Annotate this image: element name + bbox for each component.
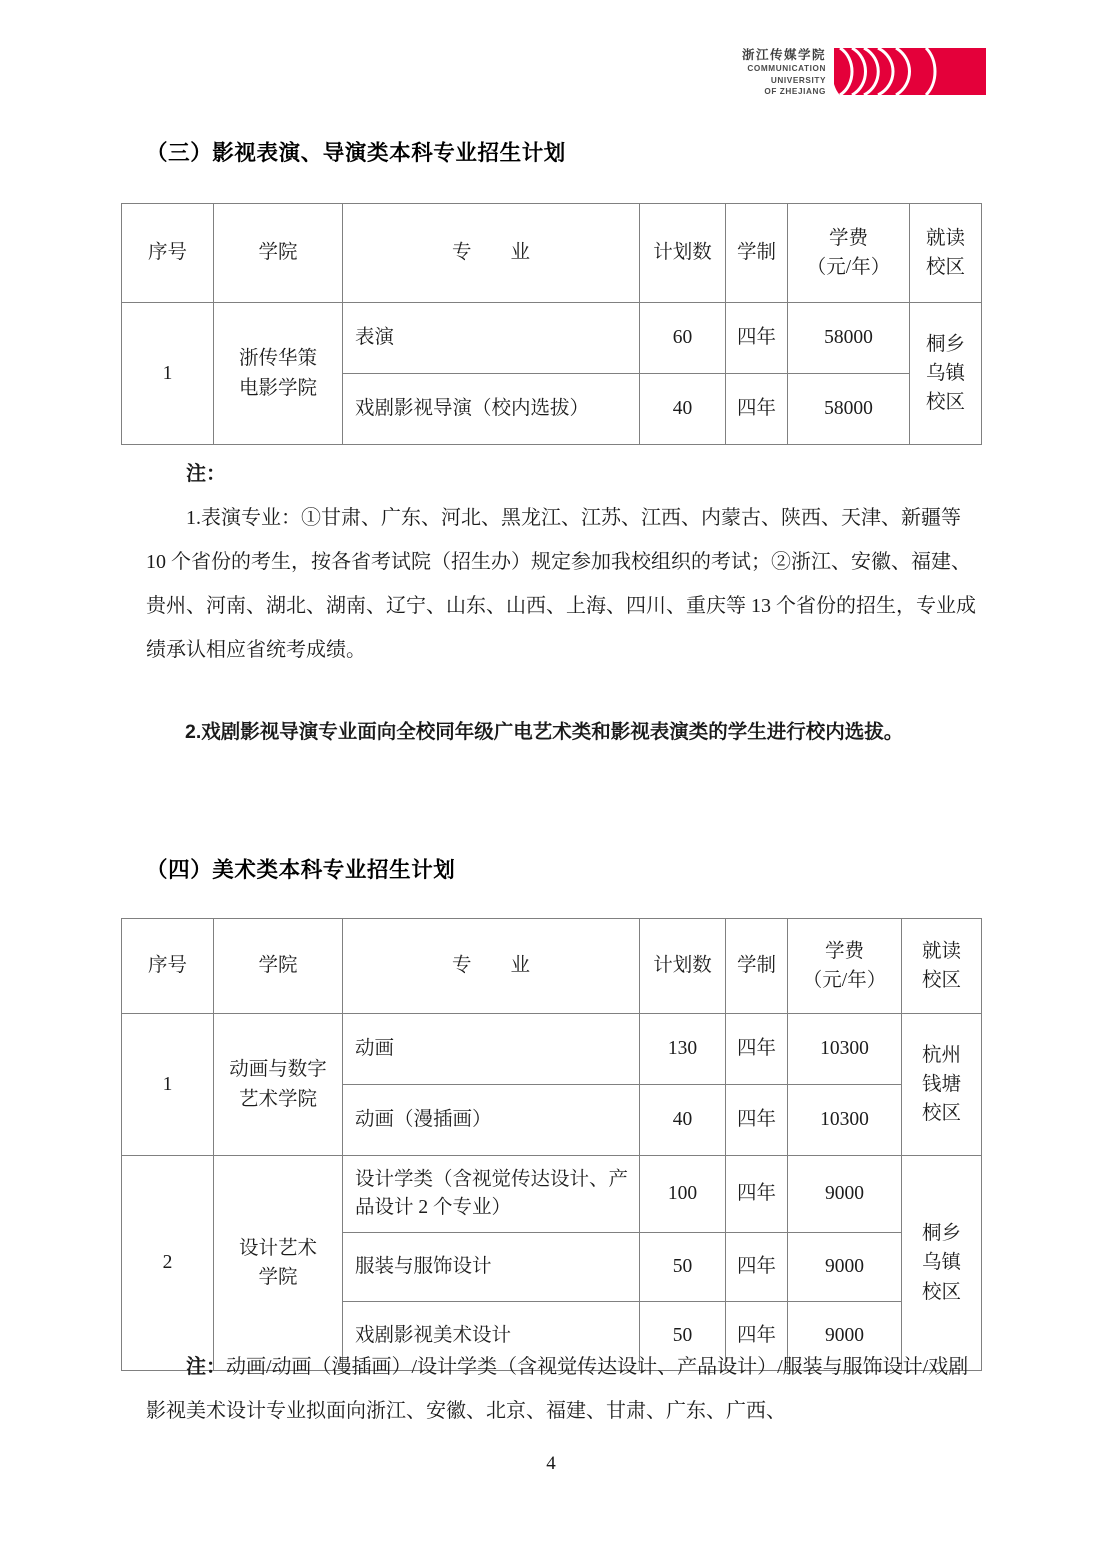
cell-college xyxy=(214,1014,343,1156)
cell-campus-line1: 杭州 xyxy=(921,1044,961,1066)
cell-campus xyxy=(902,1014,982,1156)
cell-college-line1: 浙传华策 xyxy=(238,348,317,370)
col-header-plan-count: 计划数 xyxy=(640,919,726,1014)
notes-item1-section3 xyxy=(146,496,984,672)
cell-college-line1: 设计艺术 xyxy=(238,1237,317,1259)
cell-tuition: 10300 xyxy=(788,1014,902,1085)
cell-index: 1 xyxy=(122,1014,214,1156)
cell-major: 服装与服饰设计 xyxy=(343,1233,640,1302)
cell-campus-line2: 乌镇 xyxy=(921,1252,961,1274)
section-heading-3: （三）影视表演、导演类本科专业招生计划 xyxy=(146,141,566,165)
col-header-campus-line2: 校区 xyxy=(921,970,961,991)
cell-plan-count: 40 xyxy=(640,374,726,445)
cell-college-line2: 学院 xyxy=(258,1267,298,1288)
notes-section4-item1: 动画/动画（漫插画）/设计学类（含视觉传达设计、产品设计）/服装与服饰设计/戏剧影视美术设计专业拟面向浙江、安徽、北京、福建、甘肃、广东、广西、 xyxy=(146,1356,969,1422)
page-number: 4 xyxy=(546,1453,556,1474)
cell-campus-line2: 钱塘 xyxy=(921,1073,961,1095)
notes-item2-text: 2.戏剧影视导演专业面向全校同年级广电艺术类和影视表演类的学生进行校内选拔。 xyxy=(185,721,904,743)
cell-major: 动画 xyxy=(343,1014,640,1085)
cell-tuition: 9000 xyxy=(788,1156,902,1233)
col-header-campus-line1: 就读 xyxy=(925,227,965,249)
notes-label-text: 注： xyxy=(186,463,226,485)
cell-college xyxy=(214,303,343,445)
cell-major: 动画（漫插画） xyxy=(343,1085,640,1156)
cell-tuition: 9000 xyxy=(788,1233,902,1302)
col-header-tuition xyxy=(788,919,902,1014)
col-header-duration: 学制 xyxy=(726,204,788,303)
cell-tuition: 9000 xyxy=(788,1302,902,1371)
cell-college-line2: 艺术学院 xyxy=(238,1088,317,1110)
cell-duration: 四年 xyxy=(726,374,788,445)
cell-duration: 四年 xyxy=(726,1302,788,1371)
cell-duration: 四年 xyxy=(726,1085,788,1156)
notes-section4 xyxy=(146,1345,984,1433)
col-header-plan-count: 计划数 xyxy=(640,204,726,303)
cell-tuition: 58000 xyxy=(788,374,910,445)
col-header-tuition-line1: 学费 xyxy=(828,227,868,249)
col-header-major: 专 业 xyxy=(343,919,640,1014)
cell-major: 表演 xyxy=(343,303,640,374)
cell-index: 2 xyxy=(122,1156,214,1371)
cell-major: 戏剧影视导演（校内选拔） xyxy=(343,374,640,445)
notes-label-section3 xyxy=(146,452,984,496)
col-header-campus xyxy=(902,919,982,1014)
cell-duration: 四年 xyxy=(726,1233,788,1302)
logo-chinese-name: 浙江传媒学院 xyxy=(742,48,827,62)
logo-english-line3: OF ZHEJIANG xyxy=(764,87,827,97)
cell-major: 设计学类（含视觉传达设计、产品设计 2 个专业） xyxy=(343,1156,640,1233)
col-header-index: 序号 xyxy=(122,204,214,303)
cell-duration: 四年 xyxy=(726,303,788,374)
notes-section4-text xyxy=(146,1345,984,1433)
col-header-tuition-line1: 学费 xyxy=(824,940,864,962)
table-row xyxy=(122,1014,982,1085)
cell-plan-count: 130 xyxy=(640,1014,726,1085)
cell-campus-line3: 校区 xyxy=(921,1281,961,1303)
admission-plan-table-performance xyxy=(121,203,982,445)
cell-campus xyxy=(910,303,982,445)
cell-plan-count: 50 xyxy=(640,1233,726,1302)
table-row xyxy=(122,303,982,374)
logo-english-line2: UNIVERSITY xyxy=(770,75,827,85)
col-header-major: 专 业 xyxy=(343,204,640,303)
cell-index: 1 xyxy=(122,303,214,445)
notes-item2-section3 xyxy=(146,710,984,754)
section-heading-4: （四）美术类本科专业招生计划 xyxy=(146,858,456,882)
col-header-tuition xyxy=(788,204,910,303)
cell-campus-line2: 乌镇 xyxy=(925,362,965,384)
university-logo xyxy=(742,48,986,97)
cell-tuition: 58000 xyxy=(788,303,910,374)
col-header-college: 学院 xyxy=(214,919,343,1014)
logo-english-line1: COMMUNICATION xyxy=(747,64,827,73)
col-header-campus-line2: 校区 xyxy=(925,257,965,278)
cell-campus-line1: 桐乡 xyxy=(921,1223,961,1245)
col-header-campus-line1: 就读 xyxy=(921,940,961,962)
table-header-row xyxy=(122,919,982,1014)
logo-emblem-icon xyxy=(834,48,986,95)
cell-campus-line3: 校区 xyxy=(921,1103,961,1125)
cell-tuition: 10300 xyxy=(788,1085,902,1156)
col-header-tuition-line2: （元/年） xyxy=(802,970,887,991)
cell-plan-count: 60 xyxy=(640,303,726,374)
col-header-index: 序号 xyxy=(122,919,214,1014)
cell-campus-line1: 桐乡 xyxy=(925,333,965,355)
cell-plan-count: 40 xyxy=(640,1085,726,1156)
col-header-campus xyxy=(910,204,982,303)
cell-plan-count: 50 xyxy=(640,1302,726,1371)
table-header-row xyxy=(122,204,982,303)
cell-duration: 四年 xyxy=(726,1014,788,1085)
cell-college xyxy=(214,1156,343,1371)
cell-campus-line3: 校区 xyxy=(925,392,965,414)
notes-section4-label: 注： xyxy=(186,1356,226,1378)
cell-college-line1: 动画与数字 xyxy=(229,1059,327,1081)
cell-campus xyxy=(902,1156,982,1371)
cell-major: 戏剧影视美术设计 xyxy=(343,1302,640,1371)
cell-duration: 四年 xyxy=(726,1156,788,1233)
col-header-college: 学院 xyxy=(214,204,343,303)
page-header xyxy=(0,38,1102,100)
cell-plan-count: 100 xyxy=(640,1156,726,1233)
logo-wordmark xyxy=(742,48,834,97)
admission-plan-table-fine-arts xyxy=(121,918,982,1371)
col-header-duration: 学制 xyxy=(726,919,788,1014)
notes-item1-text: 1.表演专业：①甘肃、广东、河北、黑龙江、江苏、江西、内蒙古、陕西、天津、新疆等 10 个省份的考生，按各省考试院（招生办）规定参加我校组织的考试；②浙江、安徽、福建、贵州、河南、湖北、湖南、辽宁、山东、山西、上海、四川、重庆等 13 个省份的招生，专业成绩承认相应省统考成绩。 xyxy=(146,507,976,661)
cell-college-line2: 电影学院 xyxy=(238,377,317,399)
col-header-tuition-line2: （元/年） xyxy=(806,257,891,278)
table-row xyxy=(122,1156,982,1233)
